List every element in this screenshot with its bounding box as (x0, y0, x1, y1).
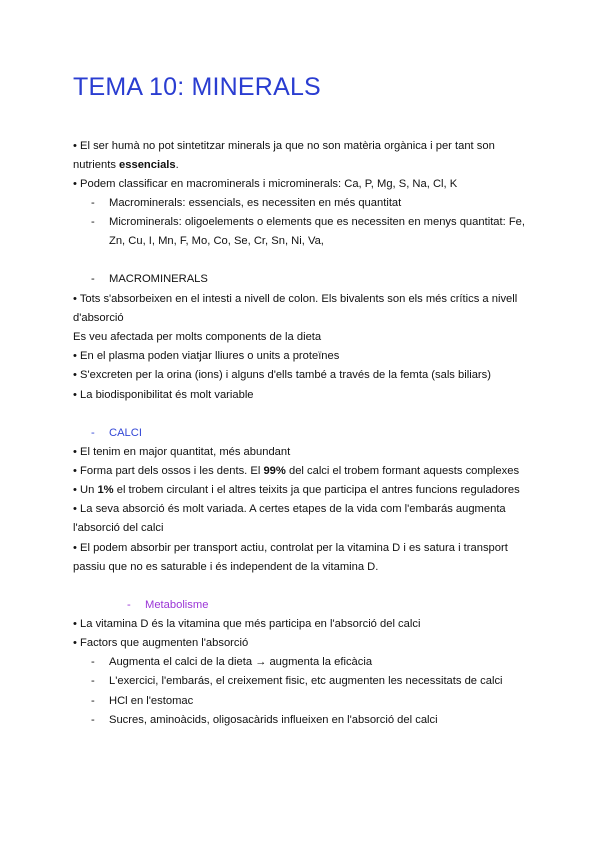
intro-bold-essencials: essencials (119, 159, 176, 171)
calci-bold-99: 99% (263, 465, 286, 477)
calci-line-3-end: el trobem circulant i el altres teixits ja que participa el antres funcions reguladores (113, 484, 520, 496)
metab-line-2: • Factors que augmenten l'absorció (73, 637, 249, 649)
intro-line-2 (73, 158, 179, 172)
calci-line-3-text: • Un (73, 484, 98, 496)
bullet-dash: - (91, 656, 95, 668)
macro-line-5: • S'excreten per la orina (ions) i alguns d'ells també a través de la femta (sals biliars) (73, 369, 491, 381)
metab-item: L'exercici, l'embarás, el creixement fisic, etc augmenten les necessitats de calci (109, 675, 503, 687)
intro-sub-macrominerals: Macrominerals: essencials, es necessiten en més quantitat (109, 197, 402, 209)
section-heading-macrominerals: MACROMINERALS (109, 273, 208, 285)
metab-item: Augmenta el calci de la dieta → augmenta la eficàcia (109, 656, 373, 668)
intro-line-2-end: . (175, 159, 179, 171)
macro-line-3: Es veu afectada per molts components de la dieta (73, 331, 322, 343)
bullet-dash: - (91, 714, 95, 726)
calci-line-3 (73, 483, 520, 497)
calci-line-2 (73, 464, 519, 478)
section-heading-metabolisme: Metabolisme (145, 599, 209, 611)
bullet-dash: - (127, 599, 131, 611)
page-title: TEMA 10: MINERALS (73, 73, 321, 101)
macro-line-4: • En el plasma poden viatjar lliures o units a proteïnes (73, 350, 340, 362)
calci-line-7: passiu que no es saturable i és independent de la vitamina D. (73, 561, 379, 573)
section-heading-calci: CALCI (109, 427, 142, 439)
bullet-dash: - (91, 197, 95, 209)
intro-sub-microminerals: Microminerals: oligoelements o elements que es necessiten en menys quantitat: Fe, (109, 216, 526, 228)
macro-line-2: d'absorció (73, 312, 124, 324)
calci-bold-1: 1% (97, 484, 114, 496)
calci-line-1: • El tenim en major quantitat, més abundant (73, 446, 291, 458)
metab-line-1: • La vitamina D és la vitamina que més participa en l'absorció del calci (73, 618, 421, 630)
metab-item: Sucres, aminoàcids, oligosacàrids influeixen en l'absorció del calci (109, 714, 438, 726)
metab-item: HCl en l'estomac (109, 695, 194, 707)
calci-line-2-text: • Forma part dels ossos i les dents. El (73, 465, 264, 477)
macro-line-1: • Tots s'absorbeixen en el intesti a nivell de colon. Els bivalents son els més crítics a nivell (73, 293, 518, 305)
bullet-dash: - (91, 273, 95, 285)
calci-line-5: l'absorció del calci (73, 522, 164, 534)
calci-line-4: • La seva absorció és molt variada. A certes etapes de la vida com l'embarás augmenta (73, 503, 506, 515)
calci-line-2-end: del calci el trobem formant aquests complexes (285, 465, 520, 477)
bullet-dash: - (91, 427, 95, 439)
intro-line-2-text: nutrients (73, 159, 120, 171)
macro-line-6: • La biodisponibilitat és molt variable (73, 389, 254, 401)
calci-line-6: • El podem absorbir per transport actiu, controlat per la vitamina D i es satura i transport (73, 542, 508, 554)
bullet-dash: - (91, 216, 95, 228)
bullet-dash: - (91, 695, 95, 707)
intro-sub-microminerals-cont: Zn, Cu, I, Mn, F, Mo, Co, Se, Cr, Sn, Ni, Va, (109, 235, 324, 247)
bullet-dash: - (91, 675, 95, 687)
intro-line-1: • El ser humà no pot sintetitzar minerals ja que no son matèria orgànica i per tant son (73, 140, 495, 152)
intro-line-3: • Podem classificar en macrominerals i microminerals: Ca, P, Mg, S, Na, Cl, K (73, 178, 458, 190)
